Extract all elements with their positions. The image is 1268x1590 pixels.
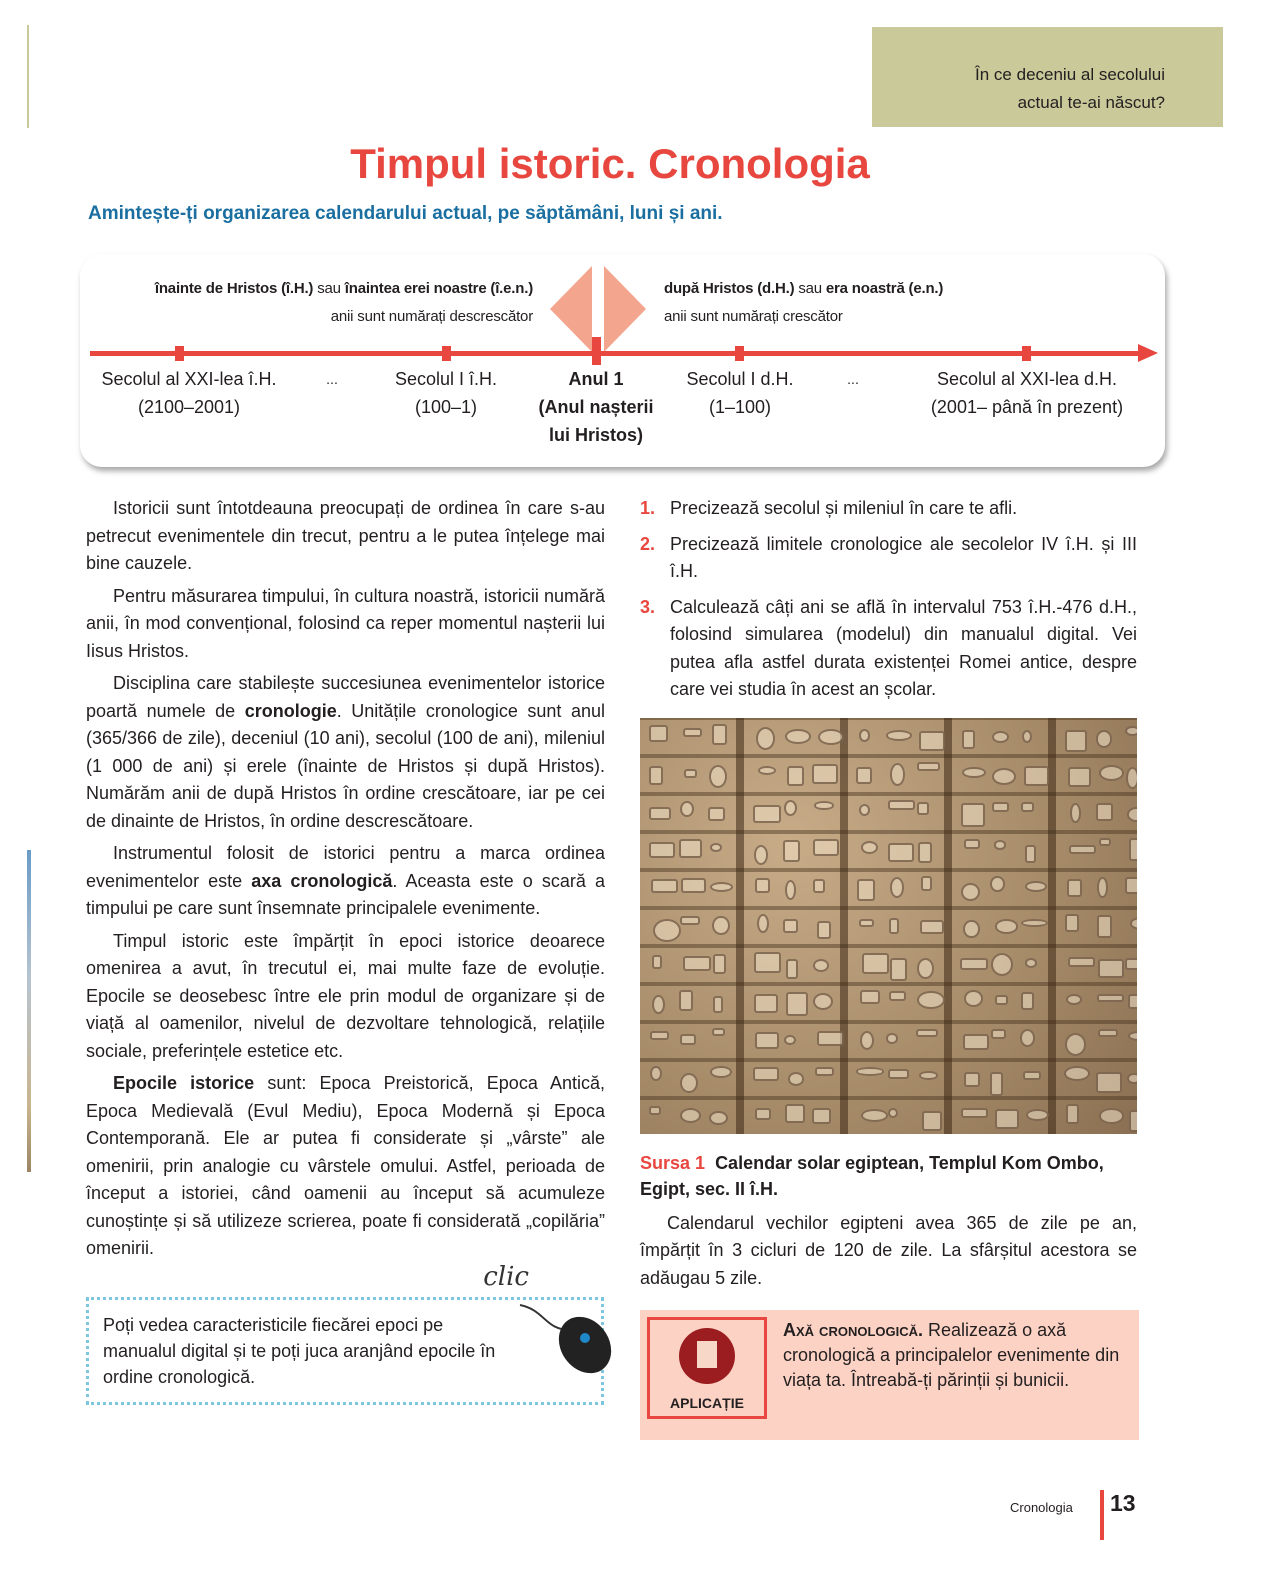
hieroglyph-mark — [1021, 919, 1049, 927]
mouse-icon[interactable] — [515, 1300, 615, 1380]
axis-arrow-icon — [1138, 344, 1158, 362]
hieroglyph-mark — [813, 879, 825, 893]
paragraph: Instrumentul folosit de istorici pentru a marca ordinea evenimentelor este axa cronologică. Aceasta este o scară a timpului pe care sunt însemnate principalele evenimente. — [86, 843, 605, 918]
hieroglyph-mark — [1098, 959, 1124, 978]
hieroglyph-mark — [813, 993, 833, 1010]
question-item: 2. Precizează limitele cronologice ale secolelor IV î.H. și III î.H. — [640, 533, 1137, 581]
edge-photo-strip — [27, 850, 31, 1172]
hieroglyph-mark — [860, 1031, 874, 1051]
hieroglyph-mark — [860, 990, 881, 1004]
footer-section: Cronologia — [1010, 1500, 1073, 1515]
hieroglyph-mark — [649, 725, 668, 742]
hieroglyph-mark — [1096, 1072, 1122, 1093]
hieroglyph-mark — [1096, 803, 1114, 821]
paragraph: Pentru măsurarea timpului, în cultura noastră, istoricii numără anii, în mod convențional, folosind ca reper momentul nașterii lui Iisus Hristos. — [86, 585, 605, 661]
hieroglyph-mark — [650, 1031, 669, 1040]
hieroglyph-mark — [1065, 730, 1087, 753]
hieroglyph-mark — [680, 801, 694, 818]
hieroglyph-mark — [856, 1067, 884, 1075]
hieroglyph-mark — [1026, 1109, 1049, 1121]
hieroglyph-mark — [1069, 845, 1096, 854]
hieroglyph-mark — [783, 840, 800, 861]
tick — [175, 346, 184, 361]
hieroglyph-mark — [921, 876, 933, 891]
hieroglyph-mark — [859, 804, 870, 816]
hieroglyph-mark — [681, 878, 706, 893]
clic-text: Poți vedea caracteristicile fiecărei epoci pe manualul digital și te poți juca aranjând epocile în ordine cronologică. — [103, 1314, 496, 1387]
hieroglyph-mark — [708, 807, 724, 821]
hieroglyph-mark — [889, 918, 900, 934]
hieroglyph-mark — [862, 953, 889, 974]
timeline-label: Secolul al XXI-lea î.H. (2100–2001) — [101, 369, 277, 417]
hieroglyph-mark — [990, 1072, 1003, 1096]
hieroglyph-mark — [917, 802, 930, 815]
tick — [735, 346, 744, 361]
clic-word: clic — [483, 1261, 529, 1292]
warmup-question — [872, 27, 1223, 127]
hieroglyph-mark — [888, 843, 914, 862]
hieroglyph-mark — [786, 992, 809, 1015]
hieroglyph-mark — [859, 729, 871, 742]
hieroglyph-mark — [754, 845, 768, 865]
page-title: Timpul istoric. Cronologia — [350, 140, 870, 187]
hieroglyph-mark — [1099, 838, 1111, 846]
timeline-ellipsis: ... — [847, 371, 859, 387]
egyptian-calendar-photo — [640, 718, 1137, 1134]
hieroglyph-mark — [1097, 877, 1108, 897]
hieroglyph-mark — [710, 882, 733, 892]
hieroglyph-mark — [649, 842, 675, 858]
hieroglyph-mark — [787, 766, 804, 786]
hieroglyph-mark — [1065, 1033, 1087, 1056]
paragraph: Epocile istorice sunt: Epoca Preistorică, Epoca Antică, Epoca Medievală (Evul Mediu), Epoca Modernă și Epoca Contemporană. Ele ar putea fi considerate și „vârste” ale omenirii, prin analogie cu vârstele omului. Astfel, perioada de început a istoriei, când oamenii au început să acumuleze cunoștințe și să utilizeze scrierea, poate fi considerată „copilăria” omenirii. — [86, 1073, 605, 1258]
left-column — [86, 495, 605, 1405]
hieroglyph-mark — [919, 731, 944, 751]
hieroglyph-mark — [784, 800, 798, 816]
hieroglyph-mark — [963, 1034, 989, 1051]
hieroglyph-mark — [1023, 1071, 1041, 1081]
margin-line — [27, 25, 29, 128]
hieroglyph-mark — [964, 1072, 980, 1086]
left-era-header: înainte de Hristos (î.H.) sau înaintea erei noastre (î.e.n.) — [154, 280, 533, 297]
page-number-bar — [1100, 1490, 1104, 1540]
hieroglyph-mark — [680, 1073, 698, 1093]
hieroglyph-mark — [918, 842, 933, 863]
timeline-label-year-1: Anul 1 (Anul nașterii lui Hristos) — [538, 369, 654, 445]
paragraph: Disciplina care stabilește succesiunea evenimentelor istorice poartă numele de cronologie. Unitățile cronologice sunt anul (365/366 de zile), deceniul (10 ani), secolul (100 de ani), mileniul (1 000 de ani) și erele (înainte de Hristos și după Hristos). Numărăm anii de după Hristos în ordine crescătoare, iar pe cei de dinainte de Hristos, în ordine descrescătoare. — [86, 673, 605, 831]
hieroglyph-mark — [1129, 1110, 1137, 1132]
hieroglyph-mark — [962, 767, 986, 778]
hieroglyph-mark — [917, 991, 945, 1009]
hieroglyph-mark — [886, 730, 912, 741]
hieroglyph-mark — [1021, 992, 1035, 1010]
hieroglyph-mark — [709, 765, 727, 788]
timeline-label: Secolul I î.H. (100–1) — [394, 369, 498, 417]
hieroglyph-mark — [964, 839, 980, 849]
hieroglyph-mark — [817, 1031, 844, 1046]
hieroglyph-mark — [753, 1067, 779, 1081]
digital-manual-box[interactable] — [86, 1261, 604, 1405]
hieroglyph-mark — [649, 766, 663, 785]
hieroglyph-mark — [1128, 1031, 1137, 1041]
source-caption: Sursa 1 Calendar solar egiptean, Templul Kom Ombo, Egipt, sec. II î.H. — [640, 1152, 1104, 1199]
application-badge — [647, 1317, 767, 1419]
hieroglyph-mark — [650, 1066, 662, 1082]
subtitle: Amintește-ți organizarea calendarului actual, pe săptămâni, luni și ani. — [88, 203, 723, 224]
hieroglyph-mark — [815, 1067, 835, 1076]
hieroglyph-mark — [992, 802, 1009, 812]
hieroglyph-mark — [785, 1104, 806, 1123]
hieroglyph-mark — [753, 805, 781, 824]
hieroglyph-mark — [680, 1034, 696, 1046]
pencil-paper-icon — [679, 1328, 735, 1384]
hieroglyph-mark — [922, 1111, 942, 1131]
hieroglyph-mark — [964, 990, 982, 1007]
timeline-label: Secolul al XXI-lea d.H. (2001– până în prezent) — [930, 369, 1124, 417]
hieroglyph-mark — [818, 729, 844, 746]
tick — [1022, 346, 1031, 361]
hieroglyph-mark — [683, 728, 702, 737]
hieroglyph-mark — [1128, 994, 1137, 1010]
hieroglyph-mark — [916, 1029, 938, 1037]
page-number: 13 — [1110, 1490, 1136, 1516]
hieroglyph-mark — [785, 729, 811, 744]
hieroglyph-mark — [1021, 802, 1034, 812]
hieroglyph-mark — [649, 807, 671, 819]
hieroglyph-mark — [679, 990, 693, 1011]
hieroglyph-mark — [1064, 1066, 1090, 1081]
hieroglyph-mark — [1125, 877, 1137, 894]
hieroglyph-mark — [886, 1033, 898, 1043]
hieroglyph-mark — [890, 877, 904, 897]
hieroglyph-mark — [1022, 730, 1032, 743]
hieroglyph-mark — [1068, 767, 1091, 787]
hieroglyph-mark — [649, 1106, 660, 1115]
hieroglyph-mark — [961, 803, 985, 827]
hieroglyph-mark — [710, 843, 722, 852]
left-era-sub: anii sunt numărați descrescător — [330, 308, 533, 325]
hieroglyph-mark — [890, 763, 905, 786]
hieroglyph-mark — [917, 958, 934, 979]
paragraph: Timpul istoric este împărțit în epoci istorice deoarece omenirea a avut, în trecutul ei, mai multe faze de evoluție. Epocile se deosebesc între ele prin modul de organizare și de viață al oamenilor, nivelul de dezvoltare tehnologică, relațiile sociale, preferințele estetice etc. — [86, 930, 605, 1061]
hieroglyph-mark — [856, 767, 872, 785]
hieroglyph-mark — [1025, 845, 1036, 863]
question-item: 1. Precizează secolul și mileniul în care te afli. — [640, 498, 1018, 518]
hieroglyph-mark — [992, 731, 1009, 743]
hieroglyph-mark — [1096, 730, 1112, 747]
paragraph: Istoricii sunt întotdeauna preocupați de ordinea în care s-au petrecut evenimentele din trecut, pentru a le putea înțelege mai bine cauzele. — [86, 498, 605, 573]
timeline-panel — [80, 254, 1165, 467]
hieroglyph-mark — [1099, 1108, 1125, 1124]
hieroglyph-mark — [990, 876, 1004, 892]
timeline-ellipsis: ... — [326, 371, 338, 387]
source-description: Calendarul vechilor egipteni avea 365 de zile pe an, împărțit în 3 cicluri de 120 de zile. La sfârșitul acestora se adăugau 5 zile. — [640, 1212, 1137, 1288]
hieroglyph-mark — [857, 879, 875, 901]
hieroglyph-mark — [1099, 765, 1124, 781]
hieroglyph-mark — [888, 1108, 898, 1118]
hieroglyph-mark — [995, 919, 1018, 933]
hieroglyph-mark — [1130, 917, 1137, 929]
tick — [442, 346, 451, 361]
hieroglyph-mark — [712, 724, 727, 745]
question-item: 3. Calculează câți ani se află în intervalul 753 î.H.-476 d.H., folosind simularea (modelul) din manualul digital. Vei putea afla astfel durata existenței Romei antice, despre care vei studia în acest an școlar. — [640, 596, 1137, 699]
application-box — [640, 1310, 1139, 1440]
hieroglyph-mark — [713, 954, 725, 975]
hieroglyph-mark — [1097, 994, 1124, 1002]
hieroglyph-mark — [1127, 807, 1137, 822]
hieroglyph-mark — [890, 958, 907, 980]
hieroglyph-mark — [813, 839, 839, 856]
hieroglyph-mark — [888, 1069, 909, 1079]
hieroglyph-mark — [817, 921, 831, 939]
hieroglyph-mark — [1097, 915, 1112, 938]
hieroglyph-mark — [1025, 881, 1047, 892]
hieroglyph-mark — [1025, 958, 1037, 968]
hieroglyph-mark — [785, 880, 796, 900]
hieroglyph-mark — [680, 916, 700, 924]
hieroglyph-mark — [1098, 1029, 1119, 1037]
timeline-label: Secolul I d.H. (1–100) — [686, 369, 794, 417]
hieroglyph-mark — [995, 995, 1008, 1005]
hieroglyph-mark — [991, 953, 1013, 976]
hieroglyph-mark — [783, 919, 798, 933]
hieroglyph-mark — [889, 991, 906, 1000]
hieroglyph-mark — [813, 959, 829, 972]
hieroglyph-mark — [859, 919, 874, 927]
hieroglyph-mark — [812, 1108, 831, 1123]
hieroglyph-mark — [1070, 803, 1082, 823]
hieroglyph-mark — [814, 801, 833, 810]
hieroglyph-mark — [920, 920, 944, 935]
hieroglyph-mark — [812, 764, 838, 784]
application-label: APLICAȚIE — [670, 1395, 744, 1411]
timeline-axis — [90, 351, 1145, 356]
right-era-header: după Hristos (d.H.) sau era noastră (e.n.) — [664, 280, 944, 297]
hieroglyph-mark — [788, 1072, 804, 1086]
hieroglyph-mark — [888, 800, 915, 809]
hieroglyph-mark — [1127, 1073, 1137, 1085]
hieroglyph-mark — [1125, 726, 1137, 736]
hieroglyph-mark — [683, 956, 711, 971]
hieroglyph-mark — [684, 769, 697, 778]
hieroglyph-mark — [757, 914, 769, 934]
question-line: actual te-ai născut? — [1017, 93, 1165, 112]
hieroglyph-mark — [709, 1111, 729, 1126]
hieroglyph-mark — [1068, 957, 1094, 967]
hieroglyph-mark — [919, 1071, 938, 1079]
hieroglyph-mark — [1067, 879, 1082, 897]
hieroglyph-mark — [1020, 1029, 1035, 1046]
hieroglyph-mark — [754, 952, 781, 973]
hieroglyph-mark — [963, 920, 979, 939]
hieroglyph-mark — [961, 1108, 988, 1119]
right-era-sub: anii sunt numărați crescător — [664, 308, 843, 325]
hieroglyph-mark — [961, 883, 980, 901]
hieroglyph-mark — [653, 919, 680, 942]
hieroglyph-mark — [679, 839, 703, 857]
hieroglyph-mark — [1066, 1104, 1079, 1124]
hieroglyph-mark — [651, 879, 678, 892]
hieroglyph-mark — [652, 955, 662, 969]
question-line: În ce deceniu al secolului — [975, 65, 1165, 84]
hieroglyph-mark — [710, 1066, 732, 1078]
hieroglyph-mark — [652, 995, 665, 1014]
hieroglyph-mark — [861, 841, 878, 854]
hieroglyph-mark — [755, 878, 770, 892]
hieroglyph-mark — [917, 762, 940, 770]
hieroglyph-mark — [755, 1032, 778, 1048]
hieroglyph-mark — [680, 1108, 701, 1123]
tick-year-1 — [592, 337, 601, 365]
hieroglyph-mark — [1125, 958, 1137, 970]
application-text: Axă cronologică. Realizează o axă cronologică a principalelor evenimente din viața ta. Întreabă-ți părinții și bunicii. — [783, 1320, 1120, 1390]
hieroglyph-mark — [1129, 838, 1137, 861]
hieroglyph-mark — [712, 1028, 725, 1036]
hieroglyph-mark — [755, 1108, 771, 1120]
hieroglyph-mark — [756, 727, 775, 750]
hieroglyph-mark — [962, 730, 975, 749]
hieroglyph-mark — [1065, 914, 1080, 932]
hieroglyph-mark — [1066, 994, 1082, 1005]
hieroglyph-mark — [712, 916, 729, 935]
hieroglyph-mark — [994, 840, 1007, 850]
hieroglyph-mark — [786, 959, 798, 979]
hieroglyph-mark — [991, 1029, 1006, 1039]
hieroglyph-mark — [960, 958, 988, 970]
hieroglyph-mark — [861, 1109, 888, 1122]
hieroglyph-mark — [1126, 767, 1137, 788]
hieroglyph-mark — [754, 994, 778, 1013]
hieroglyph-mark — [995, 1109, 1019, 1129]
hieroglyph-mark — [992, 768, 1017, 785]
hieroglyph-mark — [1024, 766, 1049, 786]
hieroglyph-mark — [713, 996, 723, 1013]
hieroglyph-mark — [784, 1035, 796, 1045]
right-column — [640, 495, 1137, 1440]
hieroglyph-mark — [758, 766, 776, 775]
